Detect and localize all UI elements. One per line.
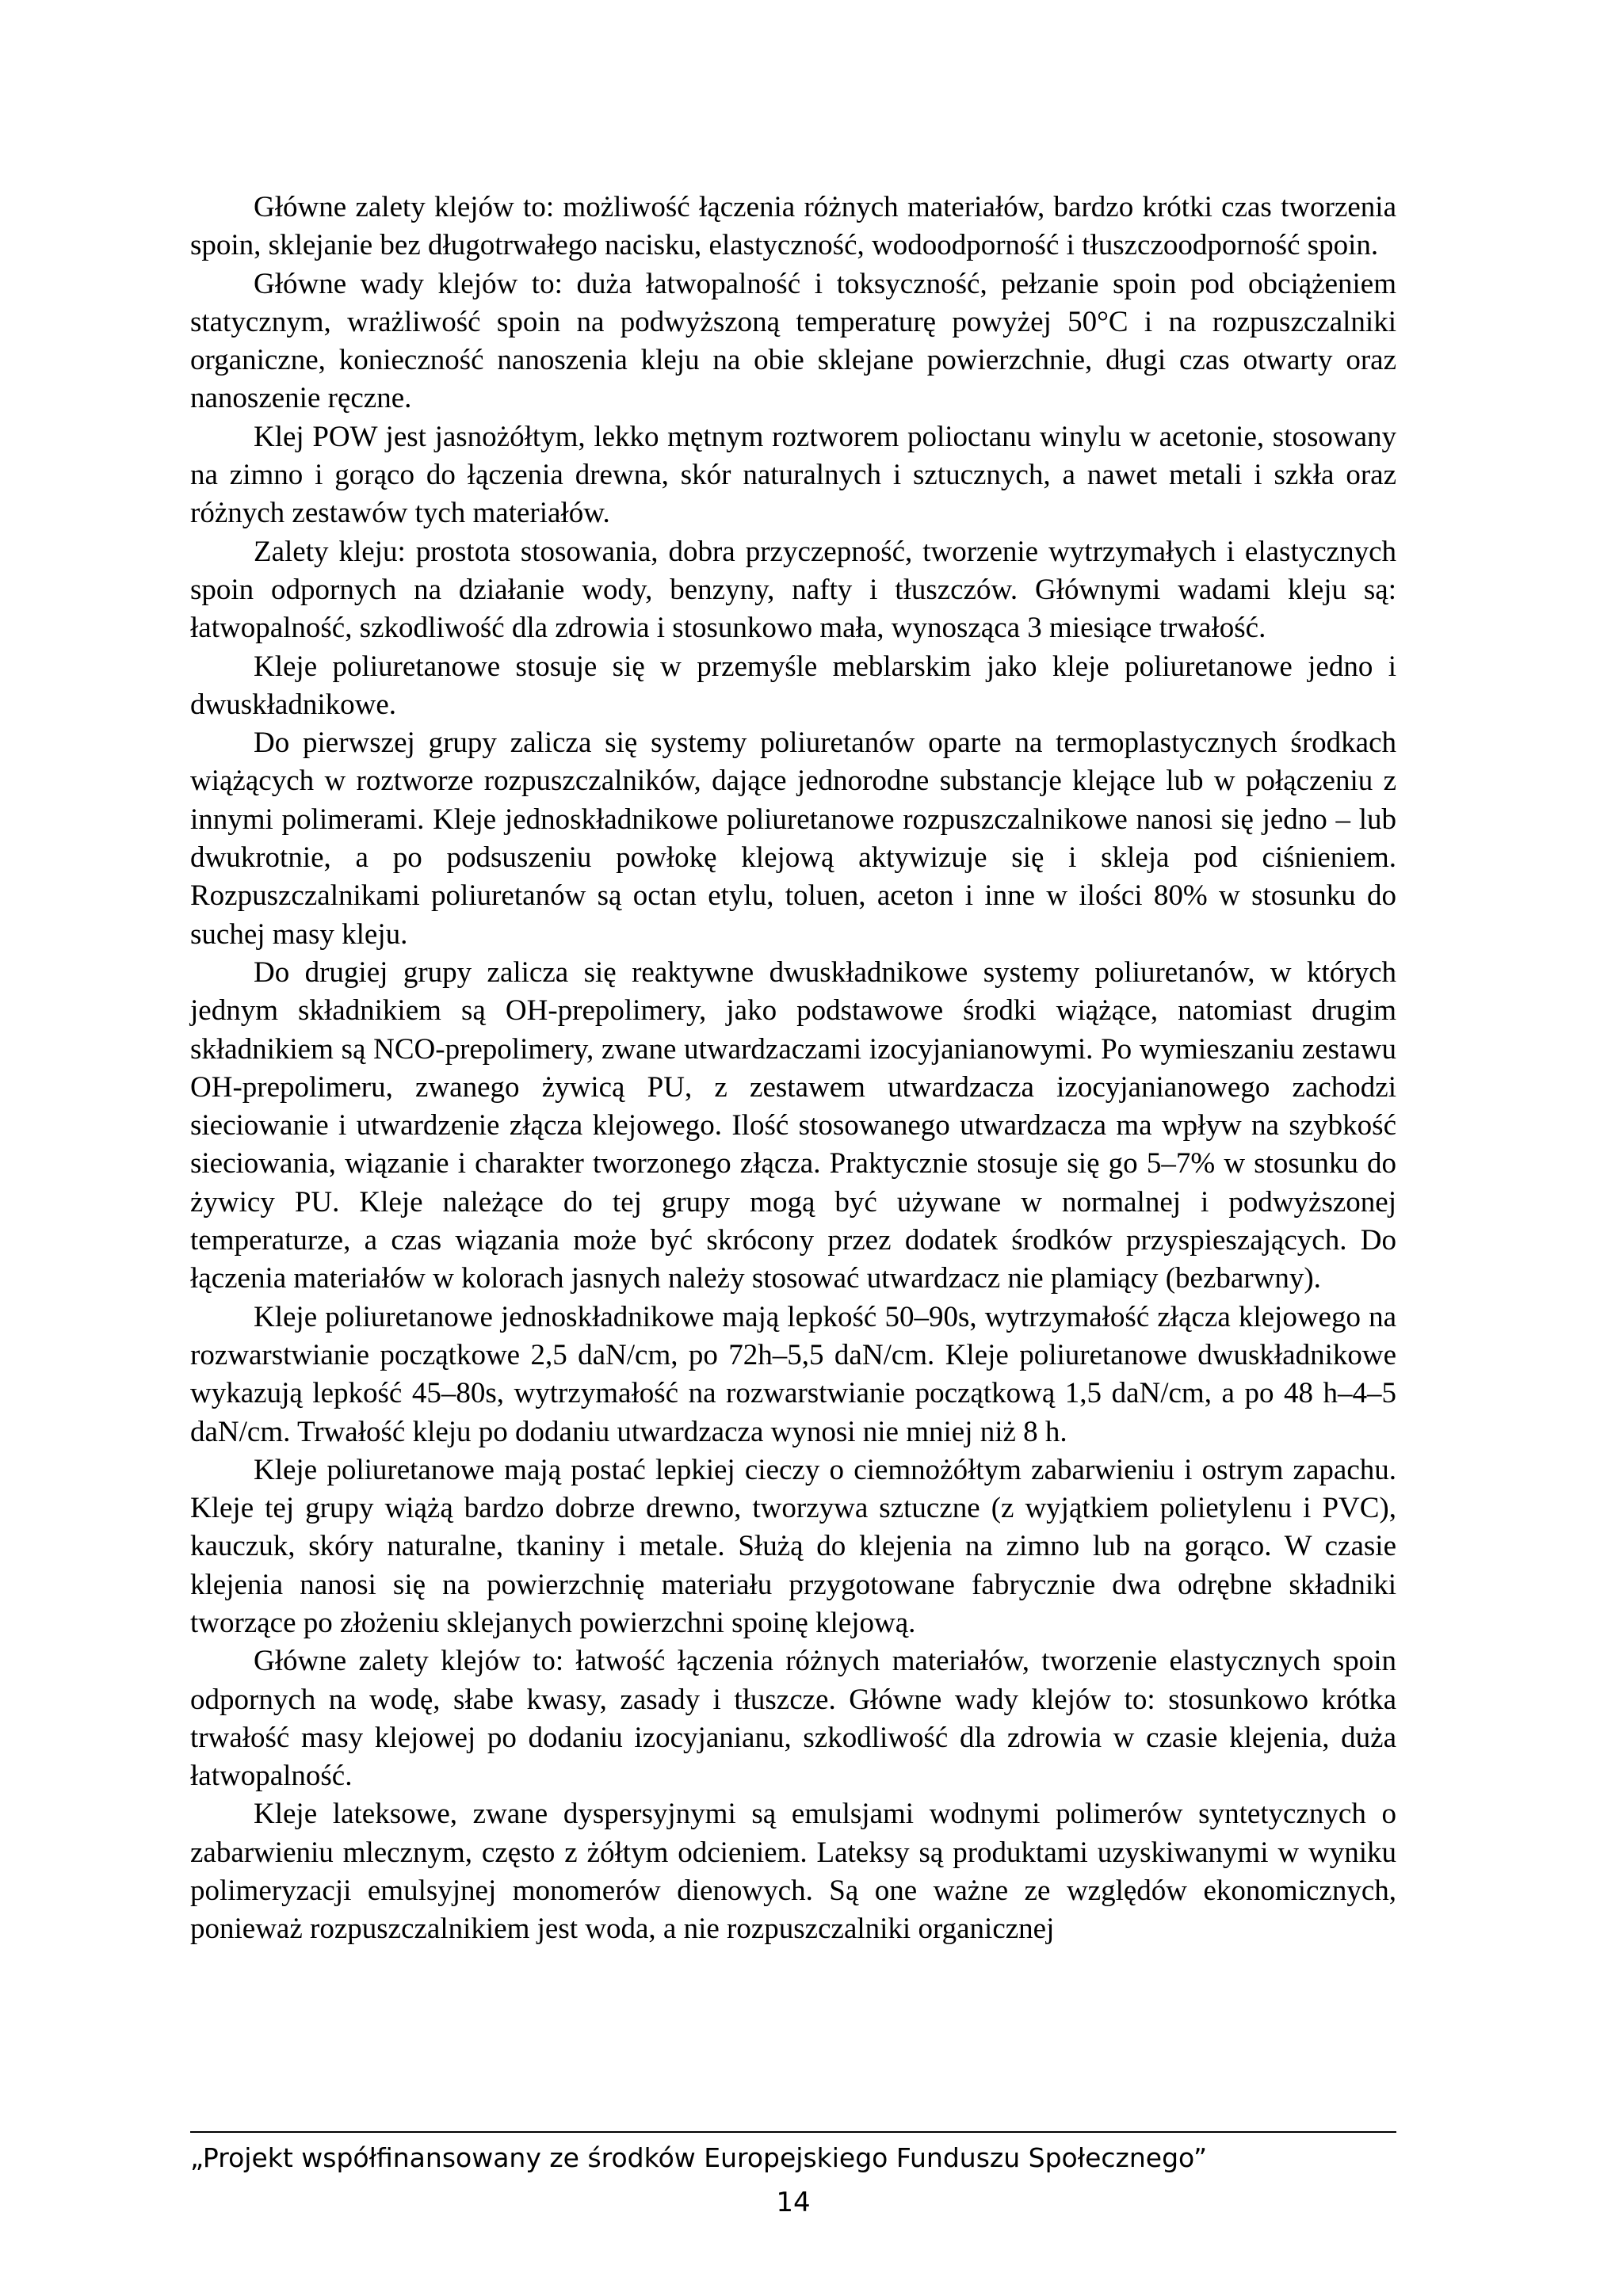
body-text <box>190 189 1396 1949</box>
page-number: 14 <box>776 2187 811 2218</box>
paragraph-4: Zalety kleju: prostota stosowania, dobra przyczepność, tworzenie wytrzymałych i elastycznych spoin odpornych na działanie wody, benzyny, nafty i tłuszczów. Głównymi wadami kleju są: łatwopalność, szkodliwość dla zdrowia i stosunkowo mała, wynosząca 3 miesiące trwałość. <box>190 535 1396 645</box>
footer-divider <box>190 2131 1396 2133</box>
footer-funding-note: „Projekt współfinansowany ze środków Europejskiego Funduszu Społecznego” <box>190 2142 1208 2173</box>
paragraph-3: Klej POW jest jasnożółtym, lekko mętnym roztworem polioctanu winylu w acetonie, stosowany na zimno i gorąco do łączenia drewna, skór naturalnych i sztucznych, a nawet metali i szkła oraz różnych zestawów tych materiałów. <box>190 420 1396 530</box>
paragraph-5: Kleje poliuretanowe stosuje się w przemyśle meblarskim jako kleje poliuretanowe jedno i dwuskładnikowe. <box>190 650 1396 721</box>
paragraph-8: Kleje poliuretanowe jednoskładnikowe mają lepkość 50–90s, wytrzymałość złącza klejowego na rozwarstwianie początkowe 2,5 daN/cm, po 72h–5,5 daN/cm. Kleje poliuretanowe dwuskładnikowe wykazują lepkość 45–80s, wytrzymałość na rozwarstwianie początkową 1,5 daN/cm, a po 48 h–4–5 daN/cm. Trwałość kleju po dodaniu utwardzacza wynosi nie mniej niż 8 h. <box>190 1300 1396 1448</box>
paragraph-9: Kleje poliuretanowe mają postać lepkiej cieczy o ciemnożółtym zabarwieniu i ostrym zapachu. Kleje tej grupy wiążą bardzo dobrze drewno, tworzywa sztuczne (z wyjątkiem polietylenu i PVC), kauczuk, skóry naturalne, tkaniny i metale. Służą do klejenia na zimno lub na gorąco. W czasie klejenia nanosi się na powierzchnię materiału przygotowane fabrycznie dwa odrębne składniki tworzące po złożeniu sklejanych powierzchni spoinę klejową. <box>190 1453 1396 1639</box>
paragraph-10: Główne zalety klejów to: łatwość łączenia różnych materiałów, tworzenie elastycznych spoin odpornych na wodę, słabe kwasy, zasady i tłuszcze. Główne wady klejów to: stosunkowo krótka trwałość masy klejowej po dodaniu izocyjanianu, szkodliwość dla zdrowia w czasie klejenia, duża łatwopalność. <box>190 1645 1396 1793</box>
paragraph-7: Do drugiej grupy zalicza się reaktywne dwuskładnikowe systemy poliuretanów, w których jednym składnikiem są OH-prepolimery, jako podstawowe środki wiążące, natomiast drugim składnikiem są NCO-prepolimery, zwane utwardzaczami izocyjanianowymi. Po wymieszaniu zestawu OH-prepolimeru, zwanego żywicą PU, z zestawem utwardzacza izocyjanianowego zachodzi sieciowanie i utwardzenie złącza klejowego. Ilość stosowanego utwardzacza ma wpływ na szybkość sieciowania, wiązanie i charakter tworzonego złącza. Praktycznie stosuje się go 5–7% w stosunku do żywicy PU. Kleje należące do tej grupy mogą być używane w normalnej i podwyższonej temperaturze, a czas wiązania może być skrócony przez dodatek środków przyspieszających. Do łączenia materiałów w kolorach jasnych należy stosować utwardzacz nie plamiący (bezbarwny). <box>190 955 1396 1295</box>
paragraph-6: Do pierwszej grupy zalicza się systemy poliuretanów oparte na termoplastycznych środkach wiążących w roztworze rozpuszczalników, dające jednorodne substancje klejące lub w połączeniu z innymi polimerami. Kleje jednoskładnikowe poliuretanowe rozpuszczalnikowe nanosi się jedno – lub dwukrotnie, a po podsuszeniu powłokę klejową aktywizuje się i skleja pod ciśnieniem. Rozpuszczalnikami poliuretanów są octan etylu, toluen, aceton i inne w ilości 80% w stosunku do suchej masy kleju. <box>190 727 1396 951</box>
paragraph-1: Główne zalety klejów to: możliwość łączenia różnych materiałów, bardzo krótki czas tworzenia spoin, sklejanie bez długotrwałego nacisku, elastyczność, wodoodporność i tłuszczoodporność spoin. <box>190 191 1396 262</box>
paragraph-11: Kleje lateksowe, zwane dyspersyjnymi są emulsjami wodnymi polimerów syntetycznych o zabarwieniu mlecznym, często z żółtym odcieniem. Lateksy są produktami uzyskiwanymi w wyniku polimeryzacji emulsyjnej monomerów dienowych. Są one ważne ze względów ekonomicznych, ponieważ rozpuszczalnikiem jest woda, a nie rozpuszczalniki organicznej <box>190 1798 1396 1946</box>
paragraph-2: Główne wady klejów to: duża łatwopalność i toksyczność, pełzanie spoin pod obciążeniem statycznym, wrażliwość spoin na podwyższoną temperaturę powyżej 50°C i na rozpuszczalniki organiczne, konieczność nanoszenia kleju na obie sklejane powierzchnie, długi czas otwarty oraz nanoszenie ręczne. <box>190 267 1396 415</box>
